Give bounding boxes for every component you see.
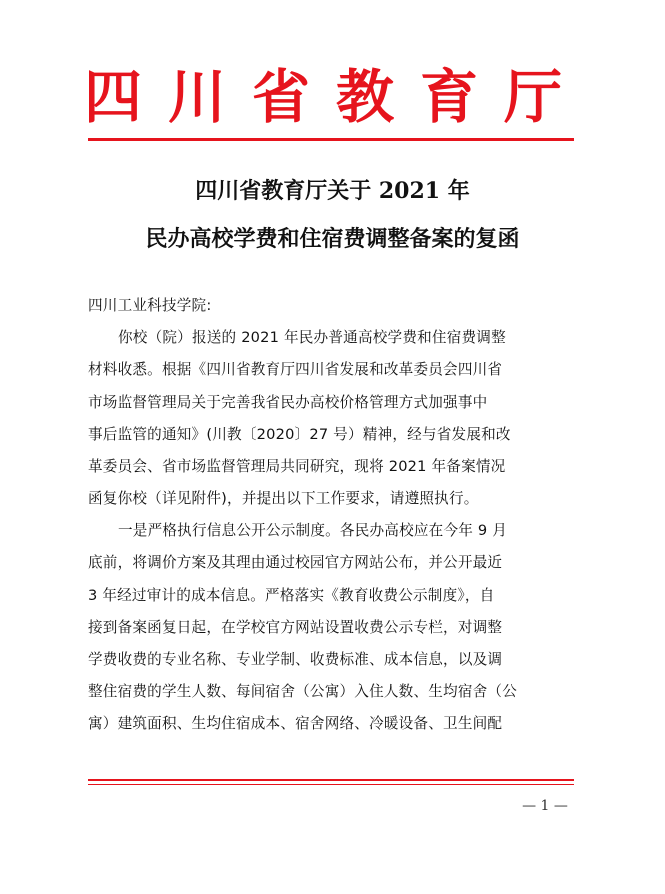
body-line: 学费收费的专业名称、专业学制、收费标准、成本信息，以及调 (88, 651, 503, 668)
body-line: 函复你校（详见附件)，并提出以下工作要求，请遵照执行。 (88, 490, 479, 507)
body-line: 你校（院）报送的 2021 年民办普通高校学费和住宿费调整 (118, 329, 506, 346)
body-line: 底前，将调价方案及其理由通过校园官方网站公布，并公开最近 (88, 554, 503, 571)
body-line: 寓）建筑面积、生均住宿成本、宿舍网络、冷暖设备、卫生间配 (88, 715, 503, 732)
footer-rule-thin (88, 784, 574, 785)
issuer-title: 四川省教育厅 (84, 63, 589, 131)
body-line: 一是严格执行信息公开公示制度。各民办高校应在今年 9 月 (118, 522, 508, 539)
page-number: — 1 — (522, 798, 568, 814)
body-line: 接到备案函复日起，在学校官方网站设置收费公示专栏，对调整 (88, 619, 503, 636)
footer-rule (88, 779, 574, 781)
header-rule (88, 138, 574, 141)
body-line: 整住宿费的学生人数、每间宿舍（公寓）入住人数、生均宿舍（公 (88, 683, 518, 700)
body-line: 事后监管的通知》(川教〔2020〕27 号）精神，经与省发展和改 (88, 426, 511, 443)
body-line: 革委员会、省市场监督管理局共同研究，现将 2021 年备案情况 (88, 458, 506, 475)
body-line: 市场监督管理局关于完善我省民办高校价格管理方式加强事中 (88, 394, 488, 411)
body-line: 3 年经过审计的成本信息。严格落实《教育收费公示制度》，自 (88, 587, 495, 604)
document-title-line-1: 四川省教育厅关于 2021 年 (195, 178, 470, 204)
document-title-line-2: 民办高校学费和住宿费调整备案的复函 (145, 226, 520, 252)
recipient: 四川工业科技学院: (88, 297, 212, 314)
body-line: 材料收悉。根据《四川省教育厅四川省发展和改革委员会四川省 (88, 361, 503, 378)
